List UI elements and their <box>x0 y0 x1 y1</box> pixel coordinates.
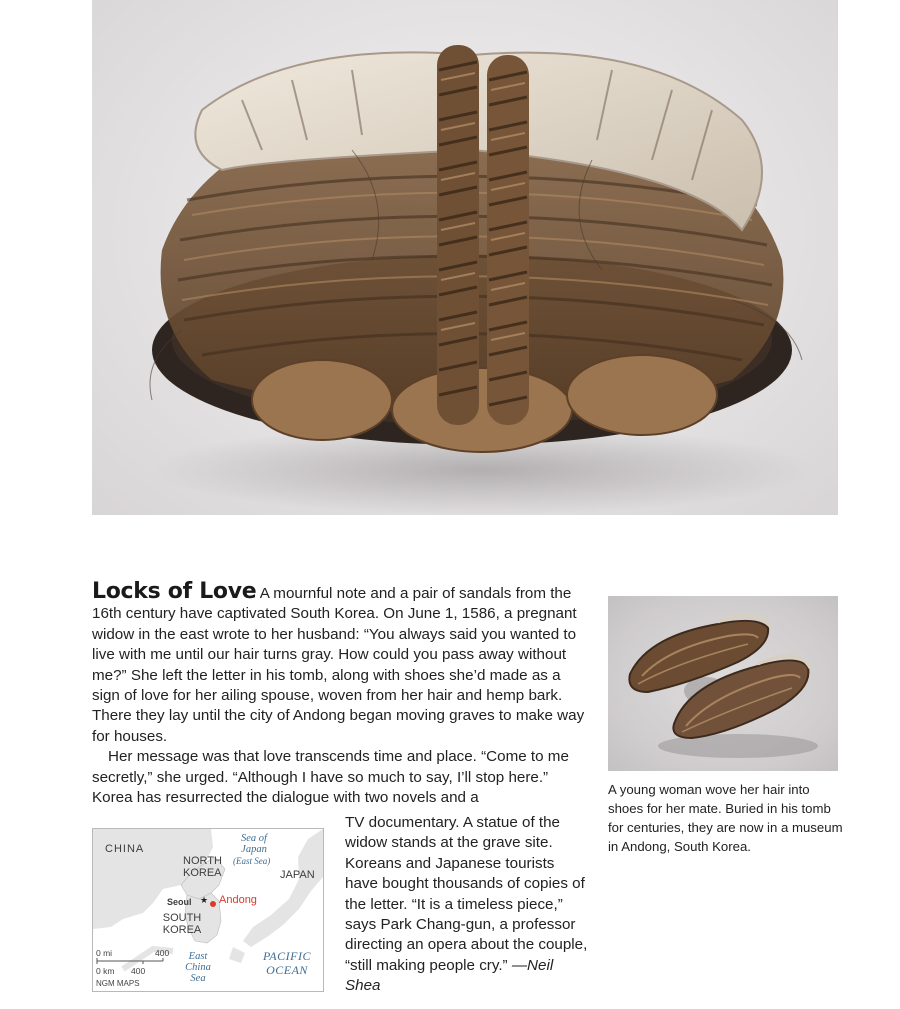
map-credit: NGM MAPS <box>96 979 140 988</box>
seoul-marker: ★ <box>200 896 209 906</box>
scale-km-start: 0 km <box>96 966 115 976</box>
article-paragraph-2: Her message was that love transcends time and place. “Come to me secretly,” she urged. “Although I have so much to say, I’ll stop here.” Korea has resurrected the dialogue with two novels and a <box>92 748 569 807</box>
scale-mi-end: 400 <box>155 948 170 958</box>
map-label-andong: Andong <box>219 894 257 906</box>
andong-marker <box>210 901 216 907</box>
article-body <box>92 579 592 808</box>
sandal-illustration <box>92 0 838 515</box>
scale-mi-start: 0 mi <box>96 948 113 958</box>
map-label-japan: JAPAN <box>280 869 315 881</box>
article-headline: Locks of Love <box>92 579 257 604</box>
article-continued-column <box>345 813 590 997</box>
paragraph-1-text: A mournful note and a pair of sandals from the 16th century have captivated South Korea. On June 1, 1586, a pregnant widow in the east wrote to her husband: “You always said you wanted to live with me until our hair turns gray. How could you pass away without me?” She left the letter in his tomb, along with shoes she’d made as a sign of love for her ailing spouse, woven from her hair and hemp bark. There they lay until the city of Andong began moving graves to make way for houses. <box>92 585 585 745</box>
map-label-east-china-sea: East China Sea <box>185 951 211 984</box>
map-label-pacific-ocean: PACIFIC OCEAN <box>263 949 311 977</box>
photo-caption: A young woman wove her hair into shoes for her mate. Buried in his tomb for centuries, they are now in a museum in Andong, South Korea. <box>608 782 843 854</box>
sandals-photo <box>608 596 838 771</box>
paragraph-2-continued: TV documentary. A statue of the widow stands at the grave site. Koreans and Japanese tourists have bought thousands of copies of the letter. “It is a timeless piece,” says Park Chang-gun, a professor directing an opera about the couple, “still making people cry.” <box>345 814 588 974</box>
map-label-north-korea: NORTH KOREA <box>183 855 222 879</box>
map-label-sea-of-japan: Sea of Japan <box>241 833 267 855</box>
map-label-south-korea: SOUTH KOREA <box>162 912 202 936</box>
sandals-illustration <box>608 596 838 771</box>
article-byline: —Neil Shea <box>345 956 554 995</box>
hero-photo-sandal <box>92 0 838 515</box>
map-label-china: CHINA <box>105 843 145 855</box>
article-paragraph-1 <box>92 579 592 747</box>
korea-locator-map <box>92 828 324 992</box>
map-label-seoul: Seoul <box>167 897 192 907</box>
map-label-east-sea: (East Sea) <box>233 856 271 866</box>
scale-km-end: 400 <box>131 966 146 976</box>
